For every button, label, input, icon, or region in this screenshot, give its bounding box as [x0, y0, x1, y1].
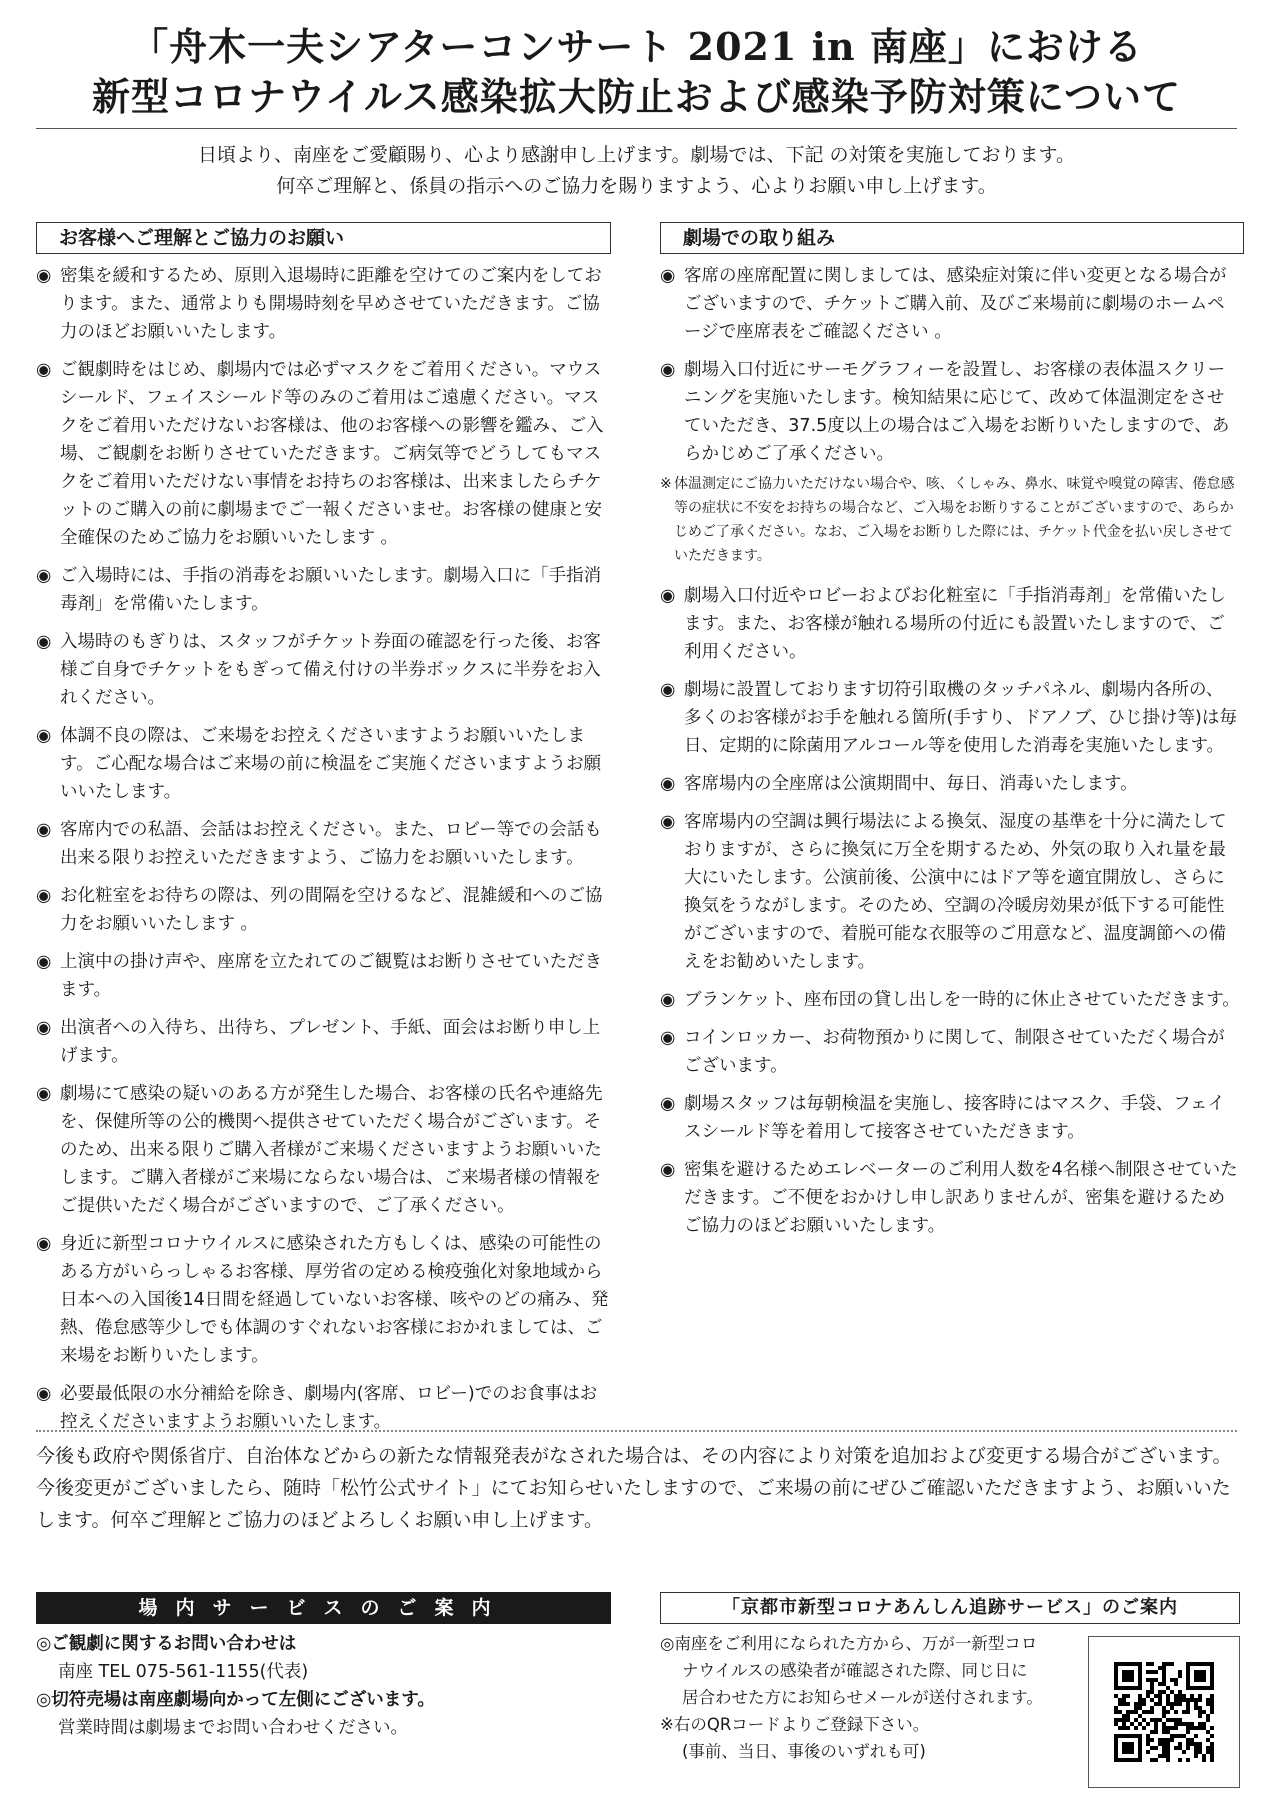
customer-request-item-text: 上演中の掛け声や、座席を立たれてのご観覧はお断りさせていただきます。 — [60, 952, 603, 1000]
bullet-icon: ◉ — [660, 586, 676, 606]
customer-request-item-text: ご観劇時をはじめ、劇場内では必ずマスクをご着用ください。マウスシールド、フェイスシールド等のみのご着用はご遠慮ください。マスクをご着用いただけないお客様は、他のお客様への影響を鑑み、ご入場、ご観劇をお断りさせていただきます。ご病気等でどうしてもマスクをご着用いただけない事情をお持ちのお客様は、出来ましたらチケットのご購入の前に劇場までご一報くださいませ。お客様の健康と安全確保のためご協力をお願いいたします 。 — [60, 360, 604, 548]
bullet-icon: ◉ — [36, 360, 52, 380]
bullet-icon: ◉ — [36, 1384, 52, 1404]
bullet-icon: ◉ — [660, 990, 676, 1010]
bullet-icon: ◉ — [36, 266, 52, 286]
temperature-note-text: 体温測定にご協力いただけない場合や、咳、くしゃみ、鼻水、味覚や嗅覚の障害、倦怠感等の症状に不安をお持ちの場合など、ご入場をお断りすることがございますので、あらかじめご了承ください。なお、ご入場をお断りした際には、チケット代金を払い戻しさせていただきます。 — [674, 476, 1235, 564]
bullet-icon: ◉ — [36, 1084, 52, 1104]
bullet-icon: ◉ — [660, 812, 676, 832]
theater-measure-item — [660, 1024, 1240, 1080]
theater-measure-item-text: コインロッカー、お荷物預かりに関して、制限させていただく場合がございます。 — [684, 1028, 1225, 1076]
bullet-icon: ◉ — [660, 774, 676, 794]
closing-paragraph-2: 今後変更がございましたら、随時「松竹公式サイト」にてお知らせいたしますので、ご来場の前にぜひご確認いただきますよう、お願いいたします。何卒ご理解とご協力のほどよろしくお願い申し上げます。 — [36, 1477, 1231, 1531]
ticket-office-label: ◎切符売場は南座劇場向かって左側にございます。 — [36, 1690, 435, 1710]
customer-request-item — [36, 722, 611, 806]
tracing-line-3: 居合わせた方にお知らせメールが送付されます。 — [682, 1688, 1043, 1707]
customer-request-item-text: ご入場時には、手指の消毒をお願いいたします。劇場入口に「手指消毒剤」を常備いたします。 — [60, 566, 602, 614]
theater-measure-item-text: 劇場入口付近やロビーおよびお化粧室に「手指消毒剤」を常備いたします。また、お客様が触れる場所の付近にも設置いたしますので、ご利用ください。 — [684, 586, 1226, 662]
theater-measure-item-text: ブランケット、座布団の貸し出しを一時的に休止させていただきます。 — [684, 990, 1240, 1010]
theater-measure-item-text: 密集を避けるためエレベーターのご利用人数を4名様へ制限させていただきます。ご不便をおかけし申し訳ありませんが、密集を避けるためご協力のほどお願いいたします。 — [684, 1160, 1238, 1236]
bullet-icon: ◉ — [660, 266, 676, 286]
tracing-line-4: ※右のQRコードよりご登録下さい。 — [660, 1715, 930, 1734]
inquiry-phone: 南座 TEL 075-561-1155(代表) — [58, 1662, 309, 1682]
services-panel — [36, 1592, 611, 1742]
bullet-icon: ◉ — [660, 360, 676, 380]
intro-line-1: 日頃より、南座をご愛顧賜り、心より感謝申し上げます。劇場では、下記 の対策を実施しております。 — [197, 144, 1075, 166]
services-heading: 場内サービスのご案内 — [36, 1592, 611, 1624]
theater-measure-item — [660, 808, 1240, 976]
title-line-2: 新型コロナウイルス感染拡大防止および感染予防対策について — [92, 74, 1181, 119]
customer-request-item-text: 客席内での私語、会話はお控えください。また、ロビー等での会話も出来る限りお控えいただきますよう、ご協力をお願いいたします。 — [60, 820, 602, 868]
theater-measures-heading: 劇場での取り組み — [660, 222, 1244, 254]
bullet-icon: ◉ — [36, 952, 52, 972]
bullet-icon: ◉ — [660, 1028, 676, 1048]
theater-measures-column — [660, 222, 1240, 1250]
customer-request-item — [36, 816, 611, 872]
customer-request-item — [36, 1080, 611, 1220]
theater-measure-item — [660, 582, 1240, 666]
customer-request-item-text: 入場時のもぎりは、スタッフがチケット券面の確認を行った後、お客様ご自身でチケットをもぎって備え付けの半券ボックスに半券をお入れください。 — [60, 632, 601, 708]
closing-notice — [36, 1440, 1246, 1536]
theater-measure-item-text: 客席場内の空調は興行場法による換気、湿度の基準を十分に満たしておりますが、さらに換気に万全を期するため、外気の取り入れ量を最大にいたします。公演前後、公演中にはドア等を適宜開放し、さらに換気をうながします。そのため、空調の冷暖房効果が低下する可能性がございますので、着脱可能な衣服等のご用意など、温度調節への備えをお勧めいたします。 — [684, 812, 1227, 972]
theater-measure-item-text: 客席の座席配置に関しましては、感染症対策に伴い変更となる場合がございますので、チケットご購入前、及びご来場前に劇場のホームページで座席表をご確認ください 。 — [684, 266, 1227, 342]
customer-request-item — [36, 628, 611, 712]
customer-request-item-text: 身近に新型コロナウイルスに感染された方もしくは、感染の可能性のある方がいらっしゃるお客様、厚労省の定める検疫強化対象地域から日本への入国後14日間を経過していないお客様、咳やのどの痛み、発熱、倦怠感等少しでも体調のすぐれないお客様におかれましては、ご来場をお断りいたします。 — [60, 1234, 609, 1366]
theater-measure-item — [660, 356, 1240, 468]
bullet-icon: ◉ — [36, 820, 52, 840]
temperature-note — [660, 472, 1240, 568]
customer-request-item — [36, 882, 611, 938]
bullet-icon: ◉ — [36, 886, 52, 906]
theater-measure-item — [660, 1156, 1240, 1240]
theater-measure-item-text: 劇場入口付近にサーモグラフィーを設置し、お客様の表体温スクリーニングを実施いたします。検知結果に応じて、改めて体温測定をさせていただき、37.5度以上の場合はご入場をお断りいたしますので、あらかじめご了承ください。 — [684, 360, 1230, 464]
customer-request-item-text: お化粧室をお待ちの際は、列の間隔を空けるなど、混雑緩和へのご協力をお願いいたします 。 — [60, 886, 603, 934]
customer-request-item — [36, 1380, 611, 1436]
tracing-line-2: ナウイルスの感染者が確認された際、同じ日に — [682, 1661, 1028, 1680]
theater-measure-item — [660, 262, 1240, 346]
bullet-icon: ◉ — [36, 1234, 52, 1254]
customer-request-item — [36, 1014, 611, 1070]
customer-request-item — [36, 262, 611, 346]
qr-code-icon[interactable] — [1088, 1636, 1240, 1788]
customer-request-item-text: 密集を緩和するため、原則入退場時に距離を空けてのご案内をしております。また、通常よりも開場時刻を早めさせていただきます。ご協力のほどお願いいたします。 — [60, 266, 602, 342]
customer-request-item-text: 体調不良の際は、ご来場をお控えくださいますようお願いいたします。ご心配な場合はご来場の前に検温をご実施くださいますようお願いいたします。 — [60, 726, 602, 802]
bullet-icon: ◉ — [660, 1094, 676, 1114]
intro — [0, 140, 1273, 202]
ticket-office-hours: 営業時間は劇場までお問い合わせください。 — [58, 1718, 408, 1738]
theater-measure-item — [660, 676, 1240, 760]
theater-measure-item-text: 客席場内の全座席は公演期間中、毎日、消毒いたします。 — [684, 774, 1138, 794]
customer-request-item-text: 出演者への入待ち、出待ち、プレゼント、手紙、面会はお断り申し上げます。 — [60, 1018, 601, 1066]
customer-request-item — [36, 1230, 611, 1370]
theater-measures-list — [660, 262, 1240, 1240]
bullet-icon: ◉ — [36, 1018, 52, 1038]
theater-measure-item-text: 劇場スタッフは毎朝検温を実施し、接客時にはマスク、手袋、フェイスシールド等を着用して接客させていただきます。 — [684, 1094, 1225, 1142]
customer-request-item-text: 必要最低限の水分補給を除き、劇場内(客席、ロビー)でのお食事はお控えくださいますようお願いいたします。 — [60, 1384, 598, 1432]
theater-measure-item — [660, 986, 1240, 1014]
tracing-line-5: (事前、当日、事後のいずれも可) — [682, 1742, 926, 1761]
title-line-1: 「舟木一夫シアターコンサート 2021 in 南座」における — [130, 24, 1143, 69]
customer-requests-heading: お客様へご理解とご協力のお願い — [36, 222, 611, 254]
inquiry-label: ◎ご観劇に関するお問い合わせは — [36, 1634, 297, 1654]
dotted-divider — [36, 1430, 1237, 1432]
tracing-heading: 「京都市新型コロナあんしん追跡サービス」のご案内 — [660, 1592, 1240, 1624]
bullet-icon: ◉ — [36, 632, 52, 652]
customer-request-item-text: 劇場にて感染の疑いのある方が発生した場合、お客様の氏名や連絡先を、保健所等の公的機関へ提供させていただく場合がございます。そのため、出来る限りご購入者様がご来場くださいますようお願いいたします。ご購入者様がご来場にならない場合は、ご来場者様の情報をご提供いただく場合がございますので、ご了承ください。 — [60, 1084, 603, 1216]
bullet-icon: ◉ — [36, 726, 52, 746]
theater-measure-item — [660, 770, 1240, 798]
note-mark: ※ — [660, 476, 672, 492]
theater-measure-item-text: 劇場に設置しております切符引取機のタッチパネル、劇場内各所の、多くのお客様がお手を触れる箇所(手すり、ドアノブ、ひじ掛け等)は毎日、定期的に除菌用アルコール等を使用した消毒を実施いたします。 — [684, 680, 1237, 756]
customer-request-item — [36, 562, 611, 618]
tracing-panel — [660, 1592, 1240, 1765]
title-divider — [36, 128, 1237, 129]
page-title — [0, 22, 1273, 122]
bullet-icon: ◉ — [660, 680, 676, 700]
customer-requests-list — [36, 262, 611, 1436]
intro-line-2: 何卒ご理解と、係員の指示へのご協力を賜りますよう、心よりお願い申し上げます。 — [276, 175, 997, 197]
theater-measure-item — [660, 1090, 1240, 1146]
bullet-icon: ◉ — [36, 566, 52, 586]
customer-requests-column — [36, 222, 611, 1446]
customer-request-item — [36, 948, 611, 1004]
bullet-icon: ◉ — [660, 1160, 676, 1180]
tracing-line-1: ◎南座をご利用になられた方から、万が一新型コロ — [660, 1634, 1038, 1653]
closing-paragraph-1: 今後も政府や関係省庁、自治体などからの新たな情報発表がなされた場合は、その内容により対策を追加および変更する場合がございます。 — [36, 1445, 1232, 1467]
customer-request-item — [36, 356, 611, 552]
